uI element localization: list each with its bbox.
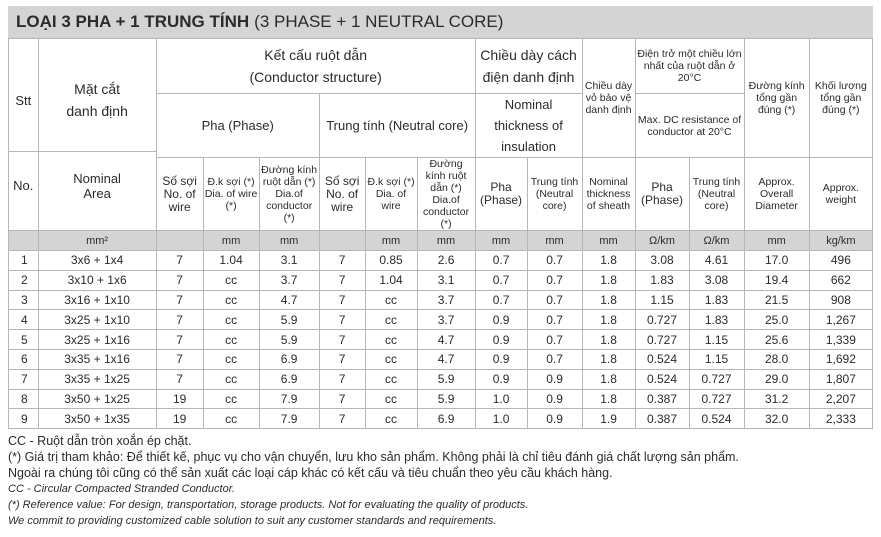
table-cell: 0.727 (689, 369, 744, 389)
table-cell: 7 (156, 349, 203, 369)
table-cell: 1.8 (582, 251, 635, 271)
table-cell: 19.4 (744, 270, 809, 290)
unit-cell: mm (203, 231, 259, 251)
table-cell: 1.83 (635, 270, 689, 290)
header-diameter-vn: Đường kính tổng gần đúng (*) (744, 39, 809, 158)
table-cell: 0.524 (689, 409, 744, 429)
table-cell: 7 (319, 349, 365, 369)
table-cell: 2.6 (417, 251, 475, 271)
table-cell: cc (365, 330, 417, 350)
unit-cell: mm (744, 231, 809, 251)
header-wire-dia: Đ.k sợi (*) Dia. of wire (*) (203, 158, 259, 231)
table-cell: 0.9 (475, 310, 527, 330)
table-cell: 25.6 (744, 330, 809, 350)
table-cell: 5.9 (259, 330, 319, 350)
table-cell: 0.7 (527, 349, 582, 369)
note-en-cc: CC - Circular Compacted Stranded Conductor. (8, 483, 236, 495)
table-cell: 7 (9, 369, 39, 389)
note-en-custom: We commit to providing customized cable solution to suit any customer standards and requirements. (8, 515, 497, 527)
table-cell: cc (203, 409, 259, 429)
table-cell: 0.727 (635, 310, 689, 330)
table-cell: 2 (9, 270, 39, 290)
table-cell: 3.7 (417, 290, 475, 310)
header-cond-dia: Đường kính ruột dẫn (*) Dia.of conductor (*) (259, 158, 319, 231)
table-cell: 1.9 (582, 409, 635, 429)
table-cell: 3.08 (689, 270, 744, 290)
table-cell: 0.387 (635, 389, 689, 409)
table-cell: 5 (9, 330, 39, 350)
table-cell: cc (203, 330, 259, 350)
table-cell: 3.1 (417, 270, 475, 290)
table-cell: 3.08 (635, 251, 689, 271)
table-cell: 1.8 (582, 369, 635, 389)
header-res-neutral: Trung tính (Neutral core) (689, 158, 744, 231)
table-cell: 1.0 (475, 409, 527, 429)
table-cell: 0.7 (527, 330, 582, 350)
table-cell: 7.9 (259, 409, 319, 429)
title-main: LOẠI 3 PHA + 1 TRUNG TÍNH (16, 12, 250, 31)
table-cell: 0.9 (527, 409, 582, 429)
header-insulation-en: Nominal thickness of insulation (475, 94, 582, 158)
table-cell: cc (203, 270, 259, 290)
table-cell: 0.7 (527, 251, 582, 271)
table-cell: 496 (809, 251, 872, 271)
table-cell: 7 (156, 310, 203, 330)
header-stt (9, 39, 39, 231)
table-cell: 7.9 (259, 389, 319, 409)
header-conductor-en: (Conductor structure) (249, 69, 382, 85)
table-cell: 0.727 (635, 330, 689, 350)
table-cell: 31.2 (744, 389, 809, 409)
table-cell: 7 (319, 389, 365, 409)
table-row (9, 290, 873, 310)
table-cell: 8 (9, 389, 39, 409)
table-cell: 3x25 + 1x10 (38, 310, 156, 330)
header-conductor-vn: Kết cấu ruột dẫn (264, 47, 367, 63)
header-sheath-vn: Chiều dày vỏ bảo vệ danh định (582, 39, 635, 158)
table-cell: 0.7 (475, 290, 527, 310)
table-cell: 1,339 (809, 330, 872, 350)
header-weight-en: Approx. weight (809, 158, 872, 231)
table-cell: cc (203, 290, 259, 310)
table-cell: 0.9 (475, 349, 527, 369)
table-cell: 7 (156, 251, 203, 271)
unit-cell: Ω/km (635, 231, 689, 251)
table-cell: cc (365, 349, 417, 369)
unit-cell: mm (259, 231, 319, 251)
table-cell: cc (365, 409, 417, 429)
unit-cell: mm (417, 231, 475, 251)
unit-cell: mm² (38, 231, 156, 251)
table-cell: 5.9 (417, 369, 475, 389)
table-cell: 5.9 (417, 389, 475, 409)
table-cell: 3x35 + 1x16 (38, 349, 156, 369)
table-cell: 2,207 (809, 389, 872, 409)
header-no-label: No. (13, 178, 34, 193)
table-cell: 6.9 (259, 349, 319, 369)
header-section-en-label: Nominal Area (73, 171, 121, 201)
notes-block (8, 433, 878, 529)
table-cell: 0.7 (527, 310, 582, 330)
table-cell: 4 (9, 310, 39, 330)
header-diameter-en: Approx. Overall Diameter (744, 158, 809, 231)
table-cell: 7 (319, 330, 365, 350)
header-stt-label: Stt (8, 49, 39, 152)
title-sub: (3 PHASE + 1 NEUTRAL CORE) (254, 12, 504, 31)
table-row (9, 369, 873, 389)
table-row (9, 330, 873, 350)
table-cell: 1.0 (475, 389, 527, 409)
header-weight-vn: Khối lượng tổng gần đúng (*) (809, 39, 872, 158)
header-res-phase: Pha (Phase) (635, 158, 689, 231)
unit-cell (9, 231, 39, 251)
table-row (9, 310, 873, 330)
header-num-wire-neutral: Số sợi No. of wire (319, 158, 365, 231)
unit-cell (319, 231, 365, 251)
table-cell: 25.0 (744, 310, 809, 330)
table-cell: 3.7 (259, 270, 319, 290)
table-cell: 3x25 + 1x16 (38, 330, 156, 350)
table-cell: 3.7 (417, 310, 475, 330)
header-sheath-en: Nominal thickness of sheath (582, 158, 635, 231)
table-cell: 3x35 + 1x25 (38, 369, 156, 389)
table-cell: 0.9 (527, 389, 582, 409)
table-cell: 0.9 (475, 369, 527, 389)
table-cell: 6 (9, 349, 39, 369)
table-cell: 1.8 (582, 330, 635, 350)
table-cell: cc (365, 310, 417, 330)
unit-cell: Ω/km (689, 231, 744, 251)
table-cell: 19 (156, 389, 203, 409)
header-num-wire: Số sợi No. of wire (156, 158, 203, 231)
unit-cell: mm (365, 231, 417, 251)
table-cell: 7 (156, 270, 203, 290)
table-cell: 28.0 (744, 349, 809, 369)
table-cell: 0.7 (527, 290, 582, 310)
table-title (8, 6, 873, 38)
header-resistance-vn: Điện trở một chiều lớn nhất của ruột dẫn ở 20°C (635, 39, 744, 94)
table-cell: 0.9 (475, 330, 527, 350)
table-cell: 1.15 (689, 330, 744, 350)
table-cell: 5.9 (259, 310, 319, 330)
table-cell: 1.04 (365, 270, 417, 290)
table-cell: 1,692 (809, 349, 872, 369)
table-cell: 0.7 (475, 251, 527, 271)
table-row (9, 349, 873, 369)
table-cell: 7 (319, 290, 365, 310)
table-cell: 9 (9, 409, 39, 429)
table-cell: 19 (156, 409, 203, 429)
table-cell: cc (365, 369, 417, 389)
table-cell: 32.0 (744, 409, 809, 429)
table-cell: 4.7 (417, 330, 475, 350)
cable-spec-table (8, 38, 873, 429)
table-cell: 3x16 + 1x10 (38, 290, 156, 310)
unit-cell: kg/km (809, 231, 872, 251)
table-cell: cc (365, 290, 417, 310)
table-cell: 4.7 (417, 349, 475, 369)
table-cell: 3x10 + 1x6 (38, 270, 156, 290)
unit-cell: mm (475, 231, 527, 251)
table-cell: 7 (156, 290, 203, 310)
table-cell: 0.85 (365, 251, 417, 271)
note-en-reference: (*) Reference value: For design, transportation, storage products. Not for evaluating the quality of products. (8, 499, 529, 511)
table-cell: 1.15 (635, 290, 689, 310)
table-cell: cc (203, 369, 259, 389)
header-neutral-group: Trung tính (Neutral core) (319, 94, 475, 158)
table-cell: 0.727 (689, 389, 744, 409)
header-phase-group: Pha (Phase) (156, 94, 319, 158)
table-cell: cc (203, 389, 259, 409)
table-cell: 4.7 (259, 290, 319, 310)
note-vn-custom: Ngoài ra chúng tôi cũng có thể sản xuất các loại cáp khác có kết cấu và tiêu chuẩn theo yêu cầu khách hàng. (8, 466, 613, 480)
table-cell: 1.83 (689, 290, 744, 310)
table-cell: 0.9 (527, 369, 582, 389)
table-row (9, 409, 873, 429)
table-cell: 7 (319, 409, 365, 429)
table-cell: 3x50 + 1x35 (38, 409, 156, 429)
header-resistance-en: Max. DC resistance of conductor at 20°C (635, 94, 744, 158)
table-cell: 1.8 (582, 389, 635, 409)
unit-cell: mm (527, 231, 582, 251)
table-cell: 4.61 (689, 251, 744, 271)
table-cell: 0.7 (527, 270, 582, 290)
header-section-vn (38, 39, 156, 231)
unit-cell (156, 231, 203, 251)
header-section-vn-label: Mặt cắt danh định (38, 49, 157, 152)
table-cell: cc (203, 310, 259, 330)
unit-cell: mm (582, 231, 635, 251)
table-cell: 7 (319, 251, 365, 271)
table-cell: 1,807 (809, 369, 872, 389)
table-cell: 908 (809, 290, 872, 310)
table-cell: 2,333 (809, 409, 872, 429)
note-vn-cc: CC - Ruột dẫn tròn xoắn ép chặt. (8, 434, 192, 448)
units-row (9, 231, 873, 251)
table-cell: 21.5 (744, 290, 809, 310)
table-cell: 1.8 (582, 290, 635, 310)
header-insulation-vn: Chiều dày cách điện danh định (475, 39, 582, 94)
table-cell: 1.8 (582, 270, 635, 290)
table-cell: 29.0 (744, 369, 809, 389)
table-cell: 1.83 (689, 310, 744, 330)
table-cell: 1,267 (809, 310, 872, 330)
table-cell: 7 (156, 369, 203, 389)
table-cell: 1.04 (203, 251, 259, 271)
note-vn-reference: (*) Giá trị tham khảo: Để thiết kế, phục vụ cho vận chuyển, lưu kho sản phẩm. Không phải là chỉ tiêu đánh giá chất lượng sản phẩm. (8, 450, 739, 464)
table-cell: 7 (319, 270, 365, 290)
table-cell: 1.8 (582, 310, 635, 330)
table-cell: 662 (809, 270, 872, 290)
table-cell: 1 (9, 251, 39, 271)
table-cell: 0.524 (635, 369, 689, 389)
header-ins-phase: Pha (Phase) (475, 158, 527, 231)
table-cell: 6.9 (417, 409, 475, 429)
header-wire-dia-neutral: Đ.k sợi (*) Dia. of wire (365, 158, 417, 231)
header-conductor (156, 39, 475, 94)
table-row (9, 270, 873, 290)
header-ins-neutral: Trung tính (Neutral core) (527, 158, 582, 231)
table-cell: 6.9 (259, 369, 319, 389)
table-row (9, 251, 873, 271)
table-cell: 1.8 (582, 349, 635, 369)
table-cell: 3.1 (259, 251, 319, 271)
table-cell: 7 (319, 369, 365, 389)
table-cell: 3x50 + 1x25 (38, 389, 156, 409)
table-cell: 3 (9, 290, 39, 310)
table-cell: 17.0 (744, 251, 809, 271)
table-cell: cc (365, 389, 417, 409)
table-cell: 7 (156, 330, 203, 350)
table-cell: 0.387 (635, 409, 689, 429)
table-cell: 1.15 (689, 349, 744, 369)
table-cell: 7 (319, 310, 365, 330)
header-cond-dia-neutral: Đường kính ruột dẫn (*) Dia.of conductor (*) (417, 158, 475, 231)
table-row (9, 389, 873, 409)
table-cell: 0.7 (475, 270, 527, 290)
table-cell: 3x6 + 1x4 (38, 251, 156, 271)
table-cell: 0.524 (635, 349, 689, 369)
table-cell: cc (203, 349, 259, 369)
